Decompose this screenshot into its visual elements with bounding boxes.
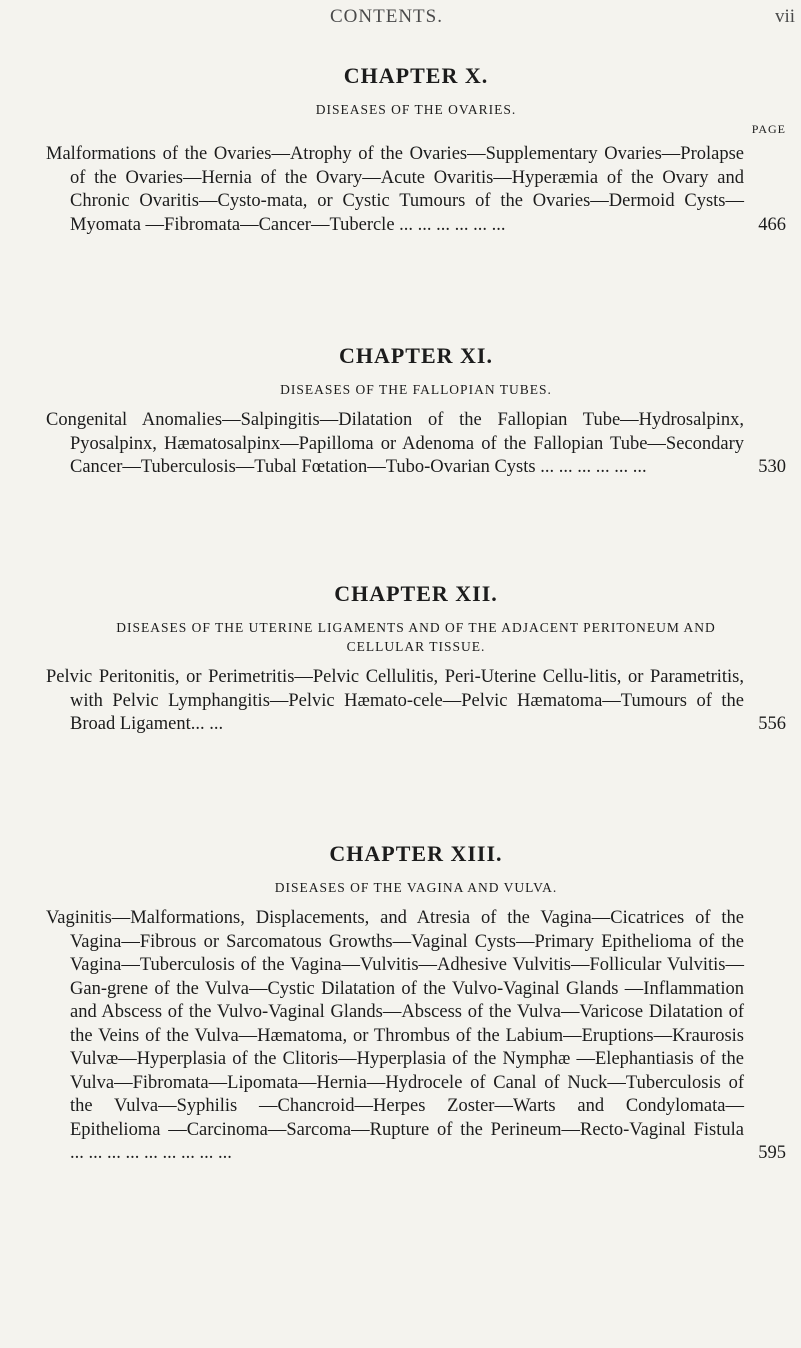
contents-entry [46,907,786,1166]
chapter-subtitle: DISEASES OF THE OVARIES. [315,102,517,117]
chapter-section [46,580,786,737]
page-column-label: PAGE [751,122,786,136]
chapter-subtitle: DISEASES OF THE UTERINE LIGAMENTS AND OF THE ADJACENT PERITONEUM AND CELLULAR TISSUE. [116,620,716,654]
page-header [0,6,801,30]
running-head: CONTENTS. [330,6,443,27]
chapter-title: CHAPTER X. [343,63,489,88]
page-folio: vii [774,6,795,27]
chapter-section [46,342,786,480]
contents-entry [46,666,786,737]
contents-entry [46,143,786,237]
chapter-subtitle: DISEASES OF THE FALLOPIAN TUBES. [280,382,552,397]
chapter-section [46,840,786,1166]
entry-page-number: 595 [758,1143,786,1163]
entry-page-number: 530 [758,457,786,477]
entry-page-number: 556 [758,714,786,734]
entry-text: Pelvic Peritonitis, or Perimetritis—Pelvic Cellulitis, Peri-Uterine Cellu-litis, or Parametritis, with Pelvic Lymphangitis—Pelvic Hæmato-cele—Pelvic Hæmatoma—Tumours of the Broad Ligament... ... [46,667,744,734]
chapter-title: CHAPTER XIII. [329,841,503,866]
entry-text: Malformations of the Ovaries—Atrophy of the Ovaries—Supplementary Ovaries—Prolapse of the Ovaries—Hernia of the Ovary—Acute Ovaritis—Hyperæmia of the Ovary and Chronic Ovaritis—Cysto-mata, or Cystic Tumours of the Ovaries—Dermoid Cysts—Myomata —Fibromata—Cancer—Tubercle ... ... ... ... ... ... [46,144,744,235]
chapter-section [46,62,786,237]
entry-text: Vaginitis—Malformations, Displacements, and Atresia of the Vagina—Cicatrices of the Vagina—Fibrous or Sarcomatous Growths—Vaginal Cysts—Primary Epithelioma of the Vagina—Tuberculosis of the Vagina—Vulvitis—Adhesive Vulvitis—Follicular Vulvitis—Gan-grene of the Vulva—Cystic Dilatation of the Vulvo-Vaginal Glands —Inflammation and Abscess of the Vulvo-Vaginal Glands—Abscess of the Vulva—Varicose Dilatation of the Veins of the Vulva—Hæmatoma, or Thrombus of the Labium—Eruptions—Kraurosis Vulvæ—Hyperplasia of the Clitoris—Hyperplasia of the Nymphæ —Elephantiasis of the Vulva—Fibromata—Lipomata—Hernia—Hydrocele of Canal of Nuck—Tuberculosis of the Vulva—Syphilis —Chancroid—Herpes Zoster—Warts and Condylomata—Epithelioma —Carcinoma—Sarcoma—Rupture of the Perineum—Recto-Vaginal Fistula ... ... ... ... ... ... ... ... ... [46,908,744,1163]
contents-entry [46,409,786,480]
chapter-subtitle: DISEASES OF THE VAGINA AND VULVA. [274,880,558,895]
entry-text: Congenital Anomalies—Salpingitis—Dilatation of the Fallopian Tube—Hydrosalpinx, Pyosalpinx, Hæmatosalpinx—Papilloma or Adenoma of the Fallopian Tube—Secondary Cancer—Tuberculosis—Tubal Fœtation—Tubo-Ovarian Cysts ... ... ... ... ... ... [46,410,744,477]
entry-page-number: 466 [758,214,786,235]
chapter-title: CHAPTER XI. [338,343,493,368]
chapter-title: CHAPTER XII. [334,581,498,606]
